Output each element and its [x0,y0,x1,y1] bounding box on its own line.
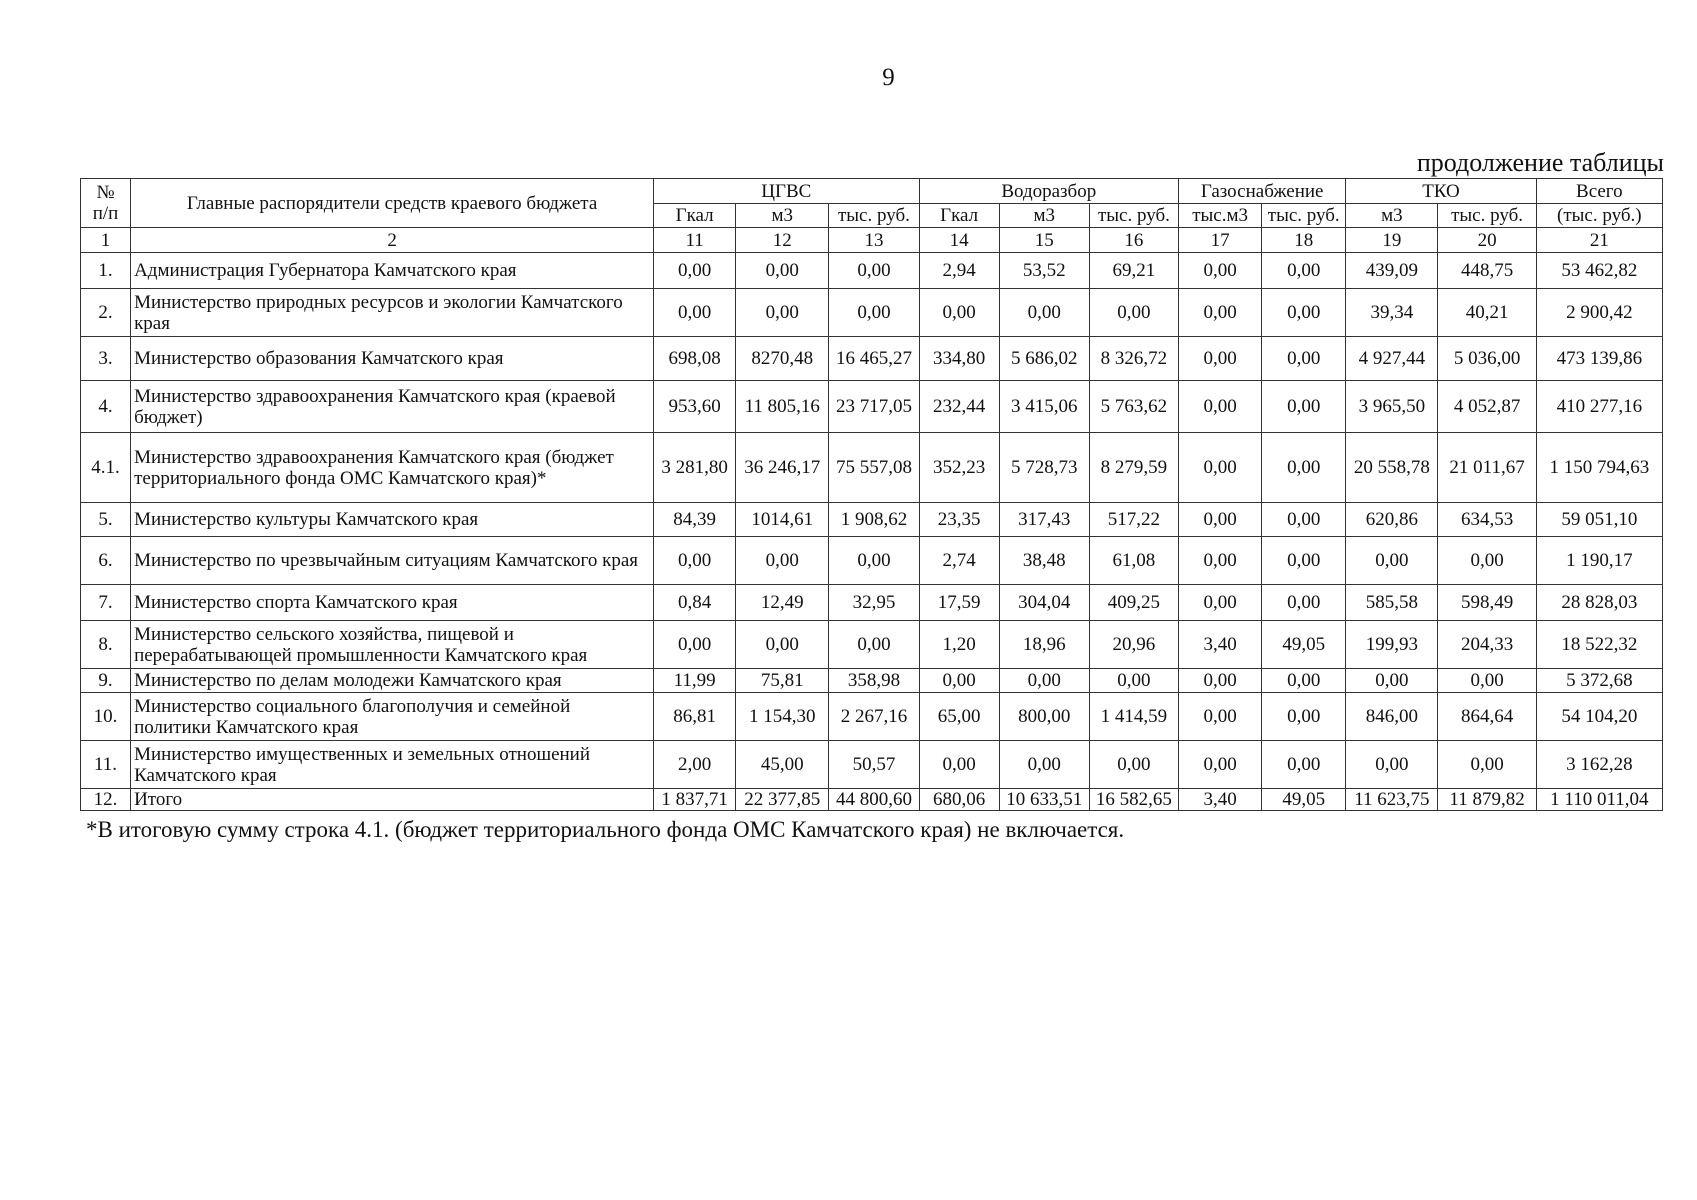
row-number: 4.1. [81,433,131,503]
value-cell: 0,00 [1179,433,1262,503]
value-cell: 2 267,16 [829,693,919,741]
value-cell: 953,60 [654,381,736,433]
table-row [81,503,1663,537]
column-number: 2 [131,228,654,253]
page-number: 9 [882,64,895,91]
row-number: 9. [81,669,131,693]
column-number: 21 [1536,228,1662,253]
value-cell: 0,00 [1346,741,1438,789]
value-cell: 0,00 [1179,693,1262,741]
value-cell: 0,00 [999,669,1089,693]
value-cell: 2 900,42 [1536,289,1662,337]
value-cell: 16 465,27 [829,337,919,381]
value-cell: 0,00 [736,253,829,289]
value-cell: 45,00 [736,741,829,789]
value-cell: 0,00 [1179,669,1262,693]
header-group-cgvs: ЦГВС [654,179,920,204]
row-name: Министерство образования Камчатского края [131,337,654,381]
row-number: 2. [81,289,131,337]
value-cell: 16 582,65 [1089,789,1178,811]
value-cell: 352,23 [919,433,999,503]
row-name: Министерство здравоохранения Камчатского края (краевой бюджет) [131,381,654,433]
value-cell: 0,00 [1262,253,1346,289]
value-cell: 0,00 [829,621,919,669]
footnote: *В итоговую сумму строка 4.1. (бюджет территориального фонда ОМС Камчатского края) не включается. [86,817,1125,842]
value-cell: 36 246,17 [736,433,829,503]
value-cell: 0,00 [1089,289,1178,337]
table-row [81,253,1663,289]
value-cell: 5 686,02 [999,337,1089,381]
table-row [81,289,1663,337]
unit-header: тыс. руб. [1262,204,1346,228]
value-cell: 448,75 [1438,253,1536,289]
table-row [81,621,1663,669]
value-cell: 0,00 [1262,289,1346,337]
column-number: 17 [1179,228,1262,253]
row-name: Министерство здравоохранения Камчатского края (бюджет территориального фонда ОМС Камчатского края)* [131,433,654,503]
value-cell: 1 154,30 [736,693,829,741]
value-cell: 53 462,82 [1536,253,1662,289]
table-row [81,381,1663,433]
value-cell: 1 908,62 [829,503,919,537]
value-cell: 2,74 [919,537,999,585]
column-numbers-row [81,228,1663,253]
row-name: Министерство спорта Камчатского края [131,585,654,621]
value-cell: 5 763,62 [1089,381,1178,433]
value-cell: 54 104,20 [1536,693,1662,741]
value-cell: 0,84 [654,585,736,621]
value-cell: 22 377,85 [736,789,829,811]
value-cell: 698,08 [654,337,736,381]
value-cell: 5 036,00 [1438,337,1536,381]
value-cell: 11 623,75 [1346,789,1438,811]
column-number: 16 [1089,228,1178,253]
value-cell: 12,49 [736,585,829,621]
value-cell: 0,00 [654,621,736,669]
unit-header: м3 [999,204,1089,228]
value-cell: 3 162,28 [1536,741,1662,789]
value-cell: 61,08 [1089,537,1178,585]
value-cell: 0,00 [1262,503,1346,537]
value-cell: 21 011,67 [1438,433,1536,503]
value-cell: 0,00 [1179,537,1262,585]
column-number: 20 [1438,228,1536,253]
value-cell: 75 557,08 [829,433,919,503]
column-number: 14 [919,228,999,253]
value-cell: 304,04 [999,585,1089,621]
value-cell: 49,05 [1262,621,1346,669]
row-number: 7. [81,585,131,621]
value-cell: 204,33 [1438,621,1536,669]
value-cell: 18 522,32 [1536,621,1662,669]
value-cell: 8 279,59 [1089,433,1178,503]
table-row [81,669,1663,693]
value-cell: 0,00 [654,253,736,289]
row-number: 4. [81,381,131,433]
header-no-sub: п/п [92,203,119,224]
row-number: 6. [81,537,131,585]
row-name: Министерство по чрезвычайным ситуациям Камчатского края [131,537,654,585]
value-cell: 11 879,82 [1438,789,1536,811]
column-number: 1 [81,228,131,253]
value-cell: 410 277,16 [1536,381,1662,433]
value-cell: 334,80 [919,337,999,381]
value-cell: 0,00 [1179,503,1262,537]
header-group-gas: Газоснабжение [1179,179,1346,204]
value-cell: 439,09 [1346,253,1438,289]
value-cell: 199,93 [1346,621,1438,669]
value-cell: 0,00 [1179,741,1262,789]
column-number: 13 [829,228,919,253]
value-cell: 53,52 [999,253,1089,289]
value-cell: 0,00 [1262,693,1346,741]
value-cell: 4 052,87 [1438,381,1536,433]
row-name: Итого [131,789,654,811]
row-name: Министерство по делам молодежи Камчатского края [131,669,654,693]
value-cell: 864,64 [1438,693,1536,741]
value-cell: 0,00 [1438,669,1536,693]
value-cell: 8 326,72 [1089,337,1178,381]
value-cell: 2,00 [654,741,736,789]
value-cell: 0,00 [1179,381,1262,433]
value-cell: 0,00 [1179,337,1262,381]
unit-header: Гкал [654,204,736,228]
row-number: 1. [81,253,131,289]
value-cell: 0,00 [1262,741,1346,789]
value-cell: 20,96 [1089,621,1178,669]
value-cell: 23 717,05 [829,381,919,433]
header-name: Главные распорядители средств краевого бюджета [131,179,654,228]
table-row [81,693,1663,741]
value-cell: 18,96 [999,621,1089,669]
unit-header: (тыс. руб.) [1536,204,1662,228]
value-cell: 3,40 [1179,621,1262,669]
row-name: Администрация Губернатора Камчатского края [131,253,654,289]
value-cell: 3,40 [1179,789,1262,811]
value-cell: 5 372,68 [1536,669,1662,693]
value-cell: 0,00 [829,253,919,289]
value-cell: 0,00 [1262,433,1346,503]
value-cell: 1 414,59 [1089,693,1178,741]
value-cell: 0,00 [1089,741,1178,789]
row-number: 8. [81,621,131,669]
value-cell: 0,00 [1262,537,1346,585]
row-number: 3. [81,337,131,381]
value-cell: 0,00 [1262,669,1346,693]
value-cell: 84,39 [654,503,736,537]
row-name: Министерство природных ресурсов и экологии Камчатского края [131,289,654,337]
column-number: 11 [654,228,736,253]
value-cell: 0,00 [1262,585,1346,621]
table-row [81,789,1663,811]
column-number: 18 [1262,228,1346,253]
value-cell: 20 558,78 [1346,433,1438,503]
table-row [81,741,1663,789]
value-cell: 11,99 [654,669,736,693]
value-cell: 0,00 [1262,381,1346,433]
header-group-tko: ТКО [1346,179,1536,204]
value-cell: 50,57 [829,741,919,789]
table-row [81,537,1663,585]
value-cell: 846,00 [1346,693,1438,741]
value-cell: 0,00 [919,289,999,337]
value-cell: 1014,61 [736,503,829,537]
row-number: 5. [81,503,131,537]
column-number: 15 [999,228,1089,253]
value-cell: 0,00 [1346,669,1438,693]
continuation-label: продолжение таблицы [1416,148,1664,177]
value-cell: 3 415,06 [999,381,1089,433]
value-cell: 2,94 [919,253,999,289]
value-cell: 38,48 [999,537,1089,585]
value-cell: 0,00 [1346,537,1438,585]
value-cell: 8270,48 [736,337,829,381]
unit-header: тыс. руб. [829,204,919,228]
table-body [81,253,1663,811]
value-cell: 0,00 [654,289,736,337]
value-cell: 0,00 [1179,585,1262,621]
value-cell: 585,58 [1346,585,1438,621]
row-number: 11. [81,741,131,789]
value-cell: 598,49 [1438,585,1536,621]
unit-header: Гкал [919,204,999,228]
value-cell: 0,00 [829,289,919,337]
budget-table [80,178,1663,811]
value-cell: 49,05 [1262,789,1346,811]
value-cell: 0,00 [1262,337,1346,381]
value-cell: 800,00 [999,693,1089,741]
value-cell: 44 800,60 [829,789,919,811]
value-cell: 0,00 [1179,289,1262,337]
value-cell: 473 139,86 [1536,337,1662,381]
table-row [81,337,1663,381]
value-cell: 32,95 [829,585,919,621]
value-cell: 10 633,51 [999,789,1089,811]
value-cell: 69,21 [1089,253,1178,289]
unit-header: м3 [736,204,829,228]
value-cell: 23,35 [919,503,999,537]
value-cell: 28 828,03 [1536,585,1662,621]
header-no-symbol: № [96,182,115,203]
value-cell: 3 965,50 [1346,381,1438,433]
value-cell: 0,00 [999,741,1089,789]
column-number: 19 [1346,228,1438,253]
value-cell: 1 150 794,63 [1536,433,1662,503]
unit-header: тыс. руб. [1089,204,1178,228]
row-name: Министерство сельского хозяйства, пищевой и перерабатывающей промышленности Камчатского края [131,621,654,669]
value-cell: 0,00 [1089,669,1178,693]
row-name: Министерство социального благополучия и семейной политики Камчатского края [131,693,654,741]
value-cell: 1 837,71 [654,789,736,811]
value-cell: 4 927,44 [1346,337,1438,381]
value-cell: 0,00 [1179,253,1262,289]
header-group-total: Всего [1536,179,1662,204]
unit-header: м3 [1346,204,1438,228]
value-cell: 0,00 [736,621,829,669]
value-cell: 0,00 [1438,741,1536,789]
column-number: 12 [736,228,829,253]
value-cell: 680,06 [919,789,999,811]
value-cell: 634,53 [1438,503,1536,537]
value-cell: 0,00 [919,741,999,789]
value-cell: 65,00 [919,693,999,741]
value-cell: 0,00 [1438,537,1536,585]
value-cell: 358,98 [829,669,919,693]
value-cell: 0,00 [919,669,999,693]
value-cell: 0,00 [736,289,829,337]
value-cell: 86,81 [654,693,736,741]
value-cell: 517,22 [1089,503,1178,537]
table-row [81,585,1663,621]
unit-header: тыс. руб. [1438,204,1536,228]
value-cell: 39,34 [1346,289,1438,337]
value-cell: 1 190,17 [1536,537,1662,585]
value-cell: 232,44 [919,381,999,433]
value-cell: 317,43 [999,503,1089,537]
value-cell: 1 110 011,04 [1536,789,1662,811]
value-cell: 1,20 [919,621,999,669]
value-cell: 0,00 [654,537,736,585]
value-cell: 0,00 [736,537,829,585]
value-cell: 17,59 [919,585,999,621]
value-cell: 620,86 [1346,503,1438,537]
value-cell: 0,00 [829,537,919,585]
value-cell: 3 281,80 [654,433,736,503]
row-name: Министерство имущественных и земельных отношений Камчатского края [131,741,654,789]
unit-header: тыс.м3 [1179,204,1262,228]
table-row [81,433,1663,503]
row-name: Министерство культуры Камчатского края [131,503,654,537]
value-cell: 0,00 [999,289,1089,337]
row-number: 10. [81,693,131,741]
value-cell: 75,81 [736,669,829,693]
value-cell: 59 051,10 [1536,503,1662,537]
value-cell: 409,25 [1089,585,1178,621]
row-number: 12. [81,789,131,811]
value-cell: 40,21 [1438,289,1536,337]
value-cell: 11 805,16 [736,381,829,433]
header-no [81,179,131,228]
header-group-water: Водоразбор [919,179,1178,204]
value-cell: 5 728,73 [999,433,1089,503]
